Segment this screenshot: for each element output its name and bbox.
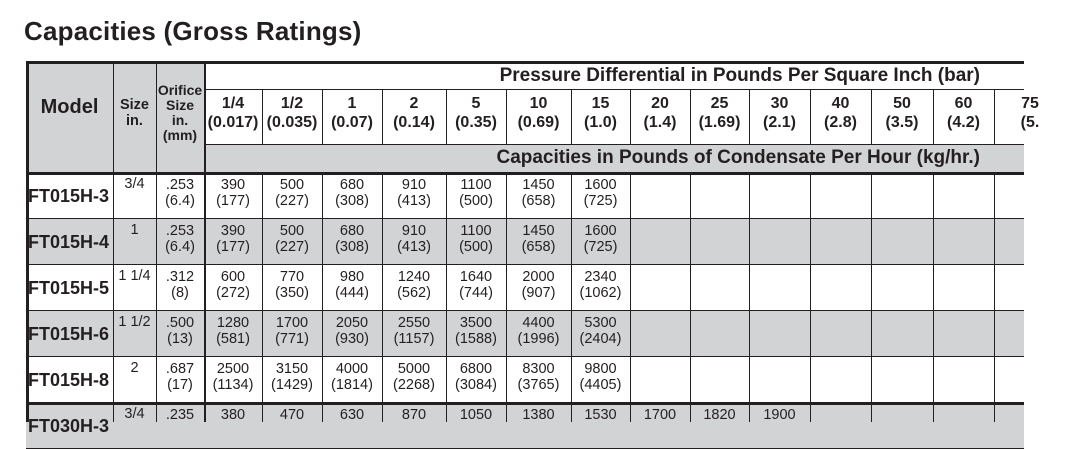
capacity-kg: (500) xyxy=(459,239,493,255)
page-title: Capacities (Gross Ratings) xyxy=(24,16,362,46)
capacity-cell xyxy=(382,315,446,347)
capacity-cell xyxy=(322,177,382,209)
table-top-border xyxy=(26,61,1024,64)
orifice-in: .253 xyxy=(165,177,195,193)
model-cell: FT015H-3 xyxy=(28,186,110,206)
capacity-lb: 3150 xyxy=(275,361,309,377)
header-pressure-col xyxy=(690,94,749,132)
pressure-psi: 1/2 xyxy=(280,95,304,112)
capacity-kg: (227) xyxy=(275,193,309,209)
capacity-kg: (413) xyxy=(397,239,431,255)
capacity-lb: 980 xyxy=(339,269,365,285)
capacity-cell xyxy=(262,269,322,301)
capacity-lb: 770 xyxy=(279,269,305,285)
capacity-cell xyxy=(506,177,571,209)
pressure-bar: (1.4) xyxy=(643,114,677,131)
capacity-kg: (272) xyxy=(216,285,250,301)
capacity-cell xyxy=(690,407,749,423)
orifice-cell xyxy=(156,223,204,255)
capacity-kg: (1588) xyxy=(455,331,497,347)
col-divider xyxy=(933,172,934,422)
orifice-cell xyxy=(156,361,204,393)
model-cell: FT015H-5 xyxy=(28,278,110,298)
col-divider xyxy=(871,172,872,422)
pressure-bar: (2.1) xyxy=(763,114,796,131)
row-divider xyxy=(26,402,1024,403)
col-divider xyxy=(749,172,750,422)
pressure-psi: 1/4 xyxy=(221,95,245,112)
capacity-lb: 2550 xyxy=(397,315,431,331)
capacity-cell xyxy=(382,223,446,255)
header-orifice-line: in. xyxy=(171,112,189,128)
capacity-cell xyxy=(382,269,446,301)
capacity-kg: (1429) xyxy=(271,377,313,393)
capacity-lb: 1280 xyxy=(216,315,250,331)
orifice-in: .687 xyxy=(165,361,195,377)
capacity-kg: (725) xyxy=(583,193,618,209)
header-pressure-col xyxy=(630,94,690,132)
capacity-lb: 680 xyxy=(339,177,365,193)
capacity-kg: (3084) xyxy=(455,377,497,393)
capacity-cell xyxy=(204,223,262,255)
capacity-cell xyxy=(262,407,322,423)
capacity-cell xyxy=(204,361,262,393)
capacity-lb: 8300 xyxy=(522,361,555,377)
capacity-cell xyxy=(446,269,506,301)
model-cell: FT030H-3 xyxy=(28,416,110,436)
capacity-kg: (1134) xyxy=(212,377,254,393)
pressure-psi: 60 xyxy=(954,95,973,112)
orifice-cell xyxy=(156,269,204,301)
header-pressure-col xyxy=(994,94,1066,132)
capacity-lb: 600 xyxy=(220,269,246,285)
orifice-in: .253 xyxy=(165,223,195,239)
capacity-lb: 2050 xyxy=(335,315,369,331)
pressure-bar: (1.69) xyxy=(698,114,741,131)
capacity-kg: (930) xyxy=(335,331,369,347)
pressure-bar: (1.0) xyxy=(584,114,617,131)
header-pressure-col xyxy=(204,94,262,132)
capacity-cell xyxy=(382,407,446,423)
orifice-mm: (17) xyxy=(167,377,193,393)
header-orifice-line: Size xyxy=(165,97,194,113)
capacity-kg: (308) xyxy=(335,193,369,209)
capacity-lb: 3500 xyxy=(459,315,493,331)
pressure-psi: 25 xyxy=(710,95,729,112)
capacity-kg: (4405) xyxy=(579,377,622,393)
row-divider xyxy=(26,218,1024,219)
capacity-cell xyxy=(571,407,630,423)
capacity-lb: 6800 xyxy=(459,361,493,377)
col-divider xyxy=(994,172,995,422)
capacity-lb: 910 xyxy=(401,223,427,239)
size-cell: 2 xyxy=(130,360,139,376)
capacity-lb: 870 xyxy=(401,407,427,423)
capacity-lb: 1600 xyxy=(584,177,617,193)
capacity-cell xyxy=(204,315,262,347)
pressure-psi: 15 xyxy=(591,95,610,112)
orifice-in: .235 xyxy=(165,407,195,423)
col-divider xyxy=(630,172,631,422)
capacity-cell xyxy=(446,407,506,423)
pressure-bar: (0.69) xyxy=(517,114,560,131)
capacity-cell xyxy=(446,223,506,255)
header-size-line: Size xyxy=(119,97,149,113)
pressure-bar: (0.017) xyxy=(207,114,259,131)
capacity-cell xyxy=(571,223,630,255)
capacity-kg: (350) xyxy=(275,285,309,301)
capacity-title-top xyxy=(204,144,1024,145)
header-pressure-col xyxy=(933,94,994,132)
pressure-psi: 5 xyxy=(471,95,481,112)
row-divider xyxy=(26,264,1024,265)
header-pressure-col xyxy=(382,94,446,132)
header-pressure-col xyxy=(262,94,322,132)
capacity-cell xyxy=(571,361,630,393)
capacity-lb: 1240 xyxy=(397,269,431,285)
header-pressure-col xyxy=(571,94,630,132)
capacity-cell xyxy=(382,361,446,393)
capacity-cell xyxy=(749,407,810,423)
row-divider xyxy=(26,310,1024,311)
capacity-lb: 1450 xyxy=(522,177,555,193)
capacity-cell xyxy=(322,407,382,423)
capacity-lb: 5000 xyxy=(397,361,431,377)
header-pressure-title: Pressure Differential in Pounds Per Square Inch (bar) xyxy=(499,65,980,86)
orifice-mm: (6.4) xyxy=(165,239,195,255)
capacity-kg: (2404) xyxy=(579,331,622,347)
capacity-cell xyxy=(382,177,446,209)
col-divider xyxy=(810,172,811,422)
capacity-cell xyxy=(571,315,630,347)
header-pressure-col xyxy=(810,94,871,132)
capacity-lb: 2500 xyxy=(216,361,250,377)
pressure-psi: 40 xyxy=(831,95,850,112)
orifice-mm: (6.4) xyxy=(165,193,195,209)
capacity-cell xyxy=(446,315,506,347)
capacity-kg: (658) xyxy=(521,239,556,255)
capacity-kg: (227) xyxy=(275,239,309,255)
orifice-in: .312 xyxy=(165,269,195,285)
model-cell: FT015H-6 xyxy=(28,324,110,344)
header-orifice xyxy=(156,83,204,143)
header-size-line: in. xyxy=(126,113,143,129)
size-cell: 3/4 xyxy=(124,406,145,422)
capacity-cell xyxy=(262,177,322,209)
pressure-psi: 50 xyxy=(893,95,911,112)
capacity-lb: 1100 xyxy=(460,177,492,193)
capacity-cell xyxy=(322,223,382,255)
header-pressure-col xyxy=(446,94,506,132)
pressure-title-underline xyxy=(204,89,1024,90)
capacity-kg: (308) xyxy=(335,239,369,255)
capacity-lb: 4400 xyxy=(522,315,555,331)
capacity-kg: (771) xyxy=(275,331,309,347)
capacity-kg: (725) xyxy=(583,239,618,255)
header-size xyxy=(113,97,156,129)
pressure-psi: 20 xyxy=(651,95,669,112)
capacity-cell xyxy=(506,269,571,301)
capacity-cell xyxy=(506,223,571,255)
orifice-mm: (8) xyxy=(171,285,189,301)
capacity-cell xyxy=(262,223,322,255)
capacity-lb: 4000 xyxy=(335,361,369,377)
capacity-lb: 680 xyxy=(339,223,365,239)
capacity-cell xyxy=(506,315,571,347)
capacity-lb: 9800 xyxy=(584,361,617,377)
capacity-lb: 5300 xyxy=(584,315,617,331)
pressure-bar: (0.14) xyxy=(393,114,435,131)
header-pressure-col xyxy=(506,94,571,132)
header-pressure-col xyxy=(322,94,382,132)
capacity-lb: 1600 xyxy=(584,223,617,239)
header-orifice-line: (mm) xyxy=(162,127,198,143)
capacity-cell xyxy=(571,177,630,209)
capacity-kg: (1814) xyxy=(331,377,373,393)
capacity-cell xyxy=(204,177,262,209)
capacity-lb: 1700 xyxy=(643,407,677,423)
capacity-kg: (500) xyxy=(459,193,493,209)
header-orifice-line: Orifice xyxy=(157,82,203,98)
orifice-cell xyxy=(156,177,204,209)
capacity-kg: (1157) xyxy=(393,331,435,347)
orifice-cell xyxy=(156,315,204,347)
capacity-lb: 1820 xyxy=(703,407,736,423)
capacity-lb: 1450 xyxy=(522,223,555,239)
pressure-psi: 75 xyxy=(1021,95,1039,112)
capacity-kg: (562) xyxy=(397,285,431,301)
capacity-kg: (581) xyxy=(216,331,250,347)
capacity-lb: 500 xyxy=(279,223,305,239)
pressure-bar: (2.8) xyxy=(824,114,857,131)
capacity-kg: (1996) xyxy=(517,331,560,347)
capacity-lb: 390 xyxy=(220,177,246,193)
size-cell: 1 1/2 xyxy=(118,314,151,330)
capacity-lb: 470 xyxy=(279,407,305,423)
size-cell: 1 1/4 xyxy=(118,268,151,284)
capacity-lb: 1700 xyxy=(275,315,309,331)
capacity-lb: 500 xyxy=(279,177,305,193)
capacity-lb: 2000 xyxy=(522,269,555,285)
pressure-psi: 1 xyxy=(347,95,357,112)
pressure-bar: (0.35) xyxy=(455,114,497,131)
col-divider xyxy=(690,172,691,422)
capacity-lb: 2340 xyxy=(584,269,617,285)
row-divider xyxy=(26,356,1024,357)
capacity-cell xyxy=(204,407,262,423)
capacity-lb: 910 xyxy=(401,177,427,193)
orifice-cell xyxy=(156,407,204,423)
capacity-kg: (658) xyxy=(521,193,556,209)
capacity-kg: (907) xyxy=(521,285,556,301)
size-cell: 3/4 xyxy=(124,176,145,192)
header-model: Model xyxy=(40,96,99,118)
capacity-cell xyxy=(630,407,690,423)
capacity-kg: (444) xyxy=(335,285,369,301)
capacity-lb: 1100 xyxy=(460,223,492,239)
capacity-cell xyxy=(322,361,382,393)
capacity-kg: (413) xyxy=(397,193,431,209)
model-cell: FT015H-4 xyxy=(28,232,110,252)
header-bottom-border xyxy=(26,172,1024,175)
capacity-cell xyxy=(506,361,571,393)
size-cell: 1 xyxy=(130,222,139,238)
capacity-lb: 1050 xyxy=(459,407,493,423)
capacity-kg: (177) xyxy=(216,239,250,255)
orifice-mm: (13) xyxy=(167,331,193,347)
capacity-cell xyxy=(446,361,506,393)
capacity-kg: (744) xyxy=(459,285,493,301)
pressure-psi: 30 xyxy=(770,95,789,112)
capacities-table xyxy=(26,61,1040,436)
capacity-cell xyxy=(322,269,382,301)
pressure-bar: (3.5) xyxy=(885,114,919,131)
capacity-lb: 1530 xyxy=(584,407,617,423)
capacity-kg: (177) xyxy=(216,193,250,209)
header-pressure-col xyxy=(871,94,933,132)
capacity-cell xyxy=(262,315,322,347)
capacity-kg: (3765) xyxy=(517,377,560,393)
capacity-kg: (1062) xyxy=(579,285,622,301)
capacity-lb: 630 xyxy=(339,407,365,423)
capacity-cell xyxy=(571,269,630,301)
pressure-bar: (0.07) xyxy=(331,114,373,131)
pressure-psi: 2 xyxy=(409,95,419,112)
pressure-psi: 10 xyxy=(529,95,548,112)
pressure-bar: (0.035) xyxy=(266,114,318,131)
capacity-cell xyxy=(506,407,571,423)
capacity-cell xyxy=(446,177,506,209)
pressure-bar: (5. xyxy=(1020,114,1040,131)
capacity-kg: (2268) xyxy=(393,377,435,393)
orifice-in: .500 xyxy=(165,315,195,331)
model-cell: FT015H-8 xyxy=(28,370,110,390)
header-pressure-col xyxy=(749,94,810,132)
header-capacity-title: Capacities in Pounds of Condensate Per Hour (kg/hr.) xyxy=(496,147,980,168)
capacity-cell xyxy=(262,361,322,393)
capacity-lb: 380 xyxy=(220,407,246,423)
capacity-lb: 1900 xyxy=(763,407,796,423)
capacity-cell xyxy=(204,269,262,301)
capacity-lb: 1380 xyxy=(522,407,555,423)
capacity-lb: 1640 xyxy=(459,269,493,285)
capacity-lb: 390 xyxy=(220,223,246,239)
pressure-bar: (4.2) xyxy=(947,114,980,131)
capacity-cell xyxy=(322,315,382,347)
